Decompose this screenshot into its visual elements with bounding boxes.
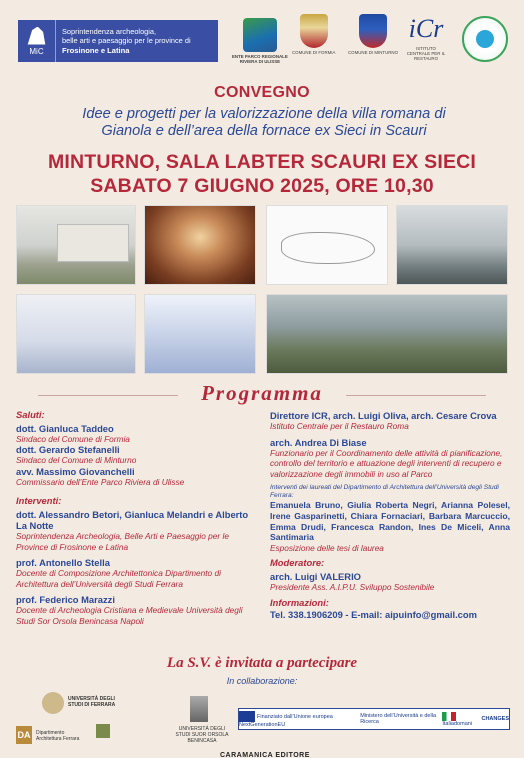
interventi-name-2: prof. Antonello Stella	[16, 557, 110, 569]
date-line: SABATO 7 GIUGNO 2025, ORE 10,30	[90, 175, 434, 197]
italy-flag-icon	[442, 712, 456, 721]
convegno-title: CONVEGNO	[214, 84, 310, 101]
da-caption: Dipartimento Architettura Ferrara	[36, 730, 80, 742]
interventi-role-2: Docente di Composizione Architettonica Dipartimento di Architettura dell’Università degli Studi Ferrara	[16, 568, 221, 589]
mic-line1: Soprintendenza archeologia,	[62, 26, 157, 36]
parco-icon	[243, 18, 277, 52]
logo-row	[14, 14, 512, 76]
program-left-column	[16, 410, 261, 627]
italiadomani-label: Italiadomani	[442, 712, 481, 727]
suor-orsola-building-icon	[190, 696, 208, 722]
interventi-role-3: Docente di Archeologia Cristiana e Medievale Università degli Studi Sor Orsola Benincasa Napoli	[16, 605, 243, 626]
saluti-name-2: dott. Gerardo Stefanelli	[16, 444, 120, 456]
render-image-1	[16, 205, 136, 285]
formia-crest-icon	[300, 14, 328, 48]
formia-logo	[292, 14, 335, 55]
program-right-column	[270, 410, 510, 621]
laureati-note: Interventi dei laureati del Dipartimento di Architettura dell’Università degli Studi Ferrara:	[270, 484, 499, 500]
funding-bar	[238, 708, 510, 730]
minturno-logo	[348, 14, 398, 55]
mic-line3: Frosinone e Latina	[62, 45, 130, 55]
eu-funded-label: Finanziato dall’Unione europea NextGenerationEU	[239, 711, 360, 728]
centro-logo-icon	[96, 724, 110, 738]
render-image-4	[396, 205, 508, 285]
moderatore-name: arch. Luigi VALERIO	[270, 570, 361, 582]
icr-mark: iCr	[408, 14, 444, 43]
partner-logos	[12, 690, 512, 756]
saluti-role-2: Sindaco del Comune di Minturno	[16, 455, 137, 466]
round-logo	[462, 16, 508, 62]
info-contact[interactable]: Tel. 338.1906209 - E-mail: aipuinfo@gmail.com	[270, 609, 477, 621]
ministero-label: Ministero dell’Università e della Ricerca	[360, 713, 436, 725]
site-plan-image	[266, 205, 388, 285]
parco-logo	[232, 18, 288, 64]
place-date	[0, 150, 524, 198]
place-line: MINTURNO, SALA LABTER SCAURI EX SIECI	[47, 151, 477, 173]
interventi-role-1: Soprintendenza Archeologia, Belle Arti e Paesaggio per le Province di Frosinone e Latina	[16, 530, 229, 552]
mic-text	[56, 27, 191, 56]
subtitle-line1: Idee e progetti per la valorizzazione della villa romana di	[82, 106, 446, 122]
saluti-name-3: avv. Massimo Giovanchelli	[16, 465, 135, 477]
saluti-name-1: dott. Gianluca Taddeo	[16, 422, 114, 434]
info-label: Informazioni:	[270, 596, 329, 608]
da-logo: DA	[16, 726, 32, 744]
moderatore-role: Presidente Ass. A.I.P.U. Sviluppo Sostenibile	[270, 581, 435, 592]
mic-line2: belle arti e paesaggio per le province di	[62, 36, 191, 46]
laureati-names: Emanuela Bruno, Giulia Roberta Negri, Arianna Polesel, Irene Gasparinetti, Chiara Fornaciari, Barbara Marcuccio, Emma Drudi, Francesca Randon, Ines De Miceli, Anna Santimaria	[270, 500, 510, 543]
mic-emblem-icon	[18, 20, 56, 62]
minturno-crest-icon	[359, 14, 387, 48]
biase-name: arch. Andrea Di Biase	[270, 436, 367, 448]
subtitle-line2: Gianola e dell’area della fornace ex Sieci in Scauri	[101, 123, 427, 139]
render-image-6	[144, 294, 256, 374]
mic-mark: MiC	[29, 46, 44, 56]
publisher: CARAMANICA EDITORE	[220, 752, 310, 758]
biase-role: Funzionario per il Coordinamento delle attività di pianificazione, controllo del territorio e attuazione degli interventi di recupero e valorizzazione degli immobili in uso al Parco	[270, 447, 503, 479]
eu-flag-icon	[239, 711, 255, 722]
interventi-name-1: dott. Alessandro Betori, Gianluca Melandri e Alberto La Notte	[16, 508, 249, 531]
suor-orsola-caption: UNIVERSITÀ DEGLI STUDI SUOR ORSOLA BENINCASA	[175, 726, 229, 744]
saluti-role-3: Commissario dell’Ente Parco Riviera di Ulisse	[16, 476, 185, 487]
parco-caption: ENTE PARCO REGIONALE RIVIERA DI ULISSE	[232, 54, 288, 64]
icr-director-role: Istituto Centrale per il Restauro Roma	[270, 421, 409, 431]
icr-director-name: Direttore ICR, arch. Luigi Oliva, arch. Cesare Crova	[270, 410, 497, 421]
render-image-2	[144, 205, 256, 285]
subtitle	[18, 106, 510, 140]
moderatore-label: Moderatore:	[270, 557, 325, 569]
formia-caption: COMUNE DI FORMIA	[292, 50, 336, 55]
aerial-render-image	[266, 294, 508, 374]
minturno-caption: COMUNE DI MINTURNO	[348, 50, 399, 55]
collaboration-label: In collaborazione:	[226, 676, 298, 686]
render-image-5	[16, 294, 136, 374]
laureati-role: Esposizione delle tesi di laurea	[270, 542, 384, 553]
interventi-label: Interventi:	[16, 495, 62, 507]
saluti-label: Saluti:	[16, 409, 45, 420]
changes-label: CHANGES	[481, 716, 509, 722]
interventi-name-3: prof. Federico Marazzi	[16, 594, 115, 606]
invitation-line: La S.V. è invitata a partecipare	[166, 655, 358, 671]
icr-logo	[406, 14, 446, 61]
icr-caption: ISTITUTO CENTRALE PER IL RESTAURO	[406, 46, 446, 61]
round-emblem-icon	[462, 16, 508, 62]
unife-caption: UNIVERSITÀ DEGLI STUDI DI FERRARA	[68, 696, 116, 708]
programma-heading: Programma	[0, 381, 524, 406]
saluti-role-1: Sindaco del Comune di Formia	[16, 433, 130, 444]
unife-seal-icon	[42, 692, 64, 714]
mic-logo	[18, 20, 218, 62]
